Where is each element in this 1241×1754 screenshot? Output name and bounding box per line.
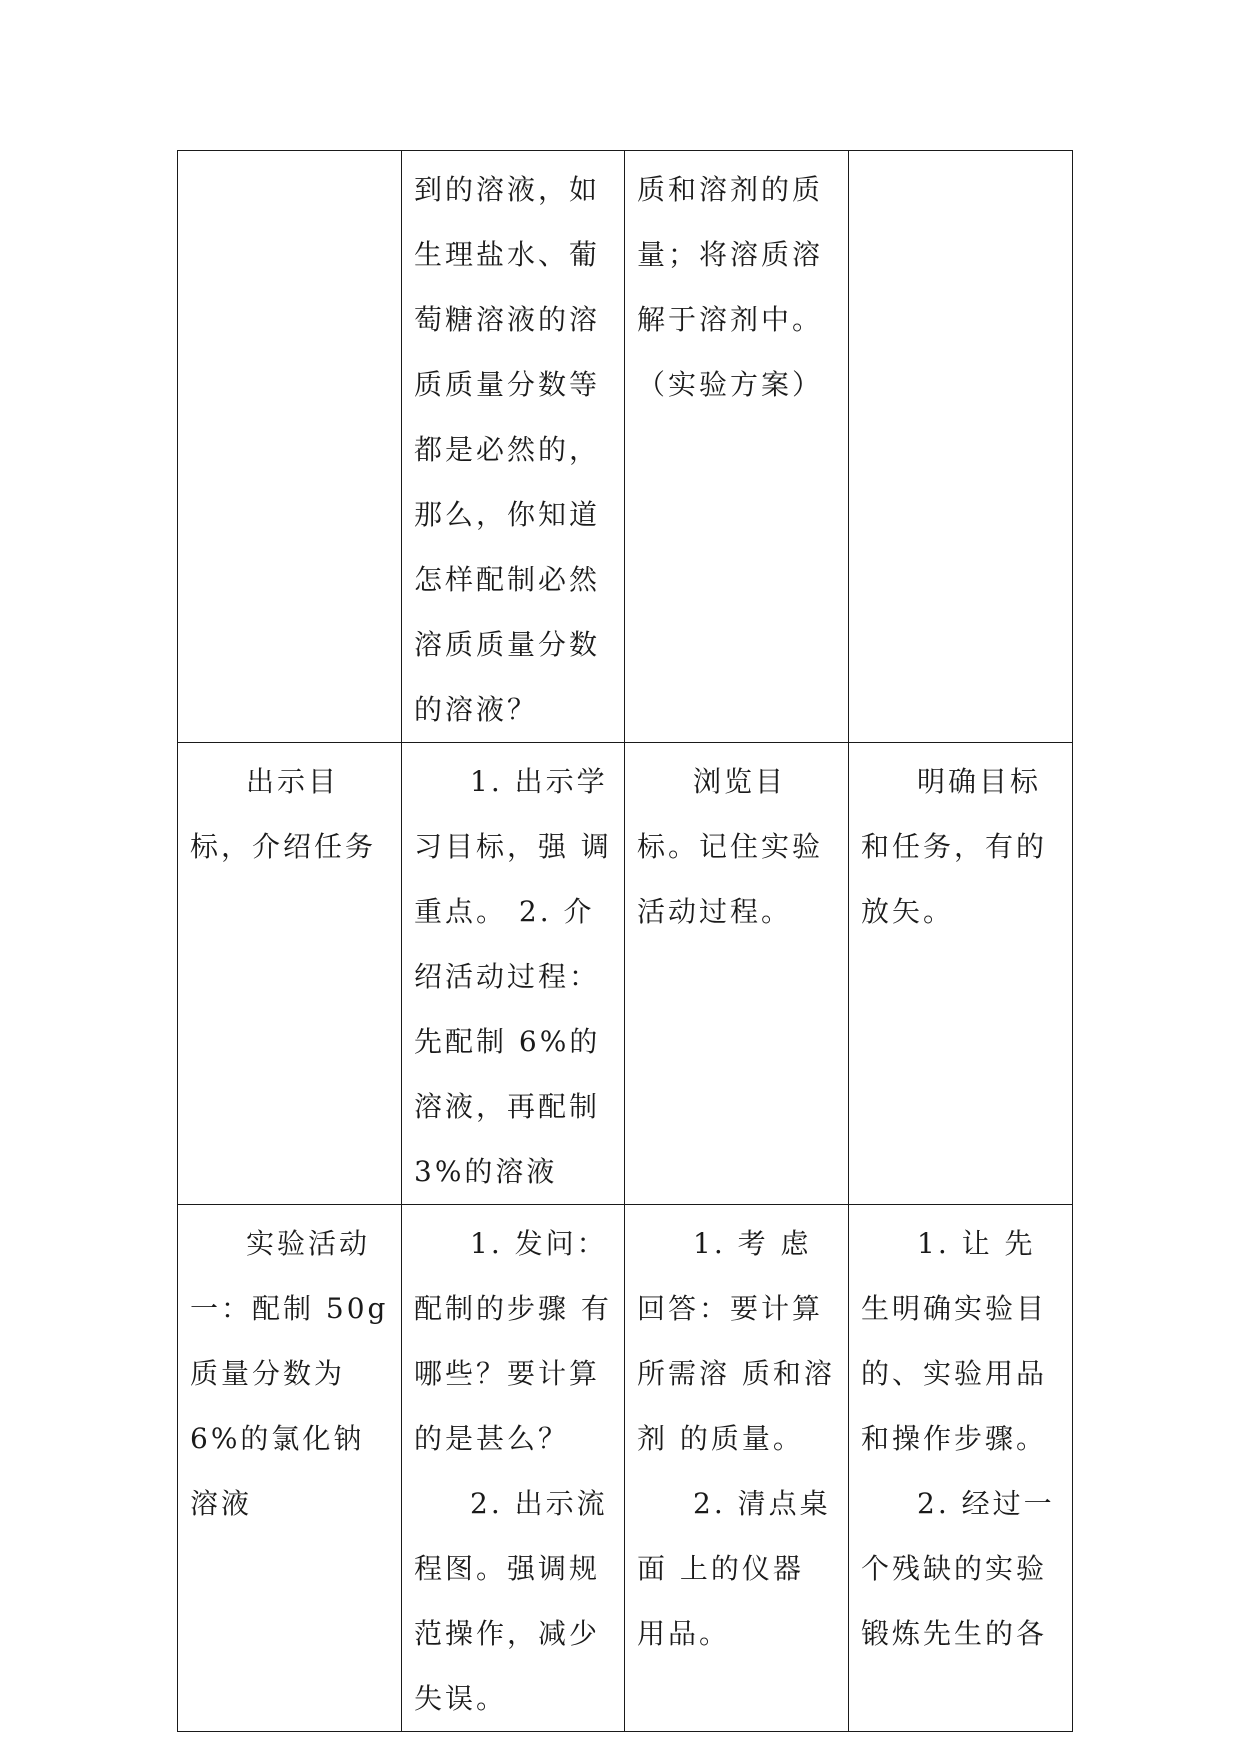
cell-paragraph: 浏览目标。记住实验活动过程。 (637, 765, 824, 928)
cell-stage (178, 1205, 402, 1732)
cell-student-activity (625, 1205, 849, 1732)
cell-teacher-activity (402, 743, 625, 1205)
cell-teacher-activity (402, 1205, 625, 1732)
table-row (178, 151, 1073, 743)
lesson-plan-table (177, 150, 1073, 1732)
cell-paragraph: 1. 出示学习目标，强 调重点。 2. 介绍活动过程：先配制 6%的溶液，再配制 3%的溶液 (414, 765, 612, 1188)
cell-paragraph: 1. 让 先 生明确实验目的、实验用品和操作步骤。 (861, 1227, 1048, 1455)
cell-paragraph: 2. 经过一个残缺的实验锻炼先生的各 (861, 1487, 1055, 1650)
cell-paragraph: 出示目标，介绍任务 (190, 765, 377, 863)
cell-stage (178, 151, 402, 743)
cell-stage (178, 743, 402, 1205)
cell-design-intent (849, 151, 1073, 743)
table-row (178, 743, 1073, 1205)
cell-paragraph: 质和溶剂的质量；将溶质溶解于溶剂中。（实验方案） (637, 173, 824, 401)
cell-paragraph: 明确目标和任务，有的放矢。 (861, 765, 1048, 928)
cell-paragraph: 实验活动一：配制 50g 质量分数为 6%的氯化钠溶液 (190, 1227, 389, 1520)
cell-paragraph: 2. 清点桌面 上的仪器 用品。 (637, 1487, 831, 1650)
cell-paragraph: 1. 发问：配制的步骤 有哪些？要计算的是甚么？ (414, 1227, 612, 1455)
cell-paragraph: 2. 出示流程图。强调规范操作，减少失误。 (414, 1487, 608, 1715)
cell-design-intent (849, 1205, 1073, 1732)
cell-student-activity (625, 151, 849, 743)
cell-student-activity (625, 743, 849, 1205)
cell-design-intent (849, 743, 1073, 1205)
cell-paragraph: 到的溶液，如生理盐水、葡萄糖溶液的溶质质量分数等都是必然的，那么，你知道怎样配制必然溶质质量分数的溶液？ (414, 173, 601, 726)
cell-paragraph: 1. 考 虑 回答：要计算所需溶 质和溶剂 的质量。 (637, 1227, 835, 1455)
table-row (178, 1205, 1073, 1732)
cell-teacher-activity (402, 151, 625, 743)
